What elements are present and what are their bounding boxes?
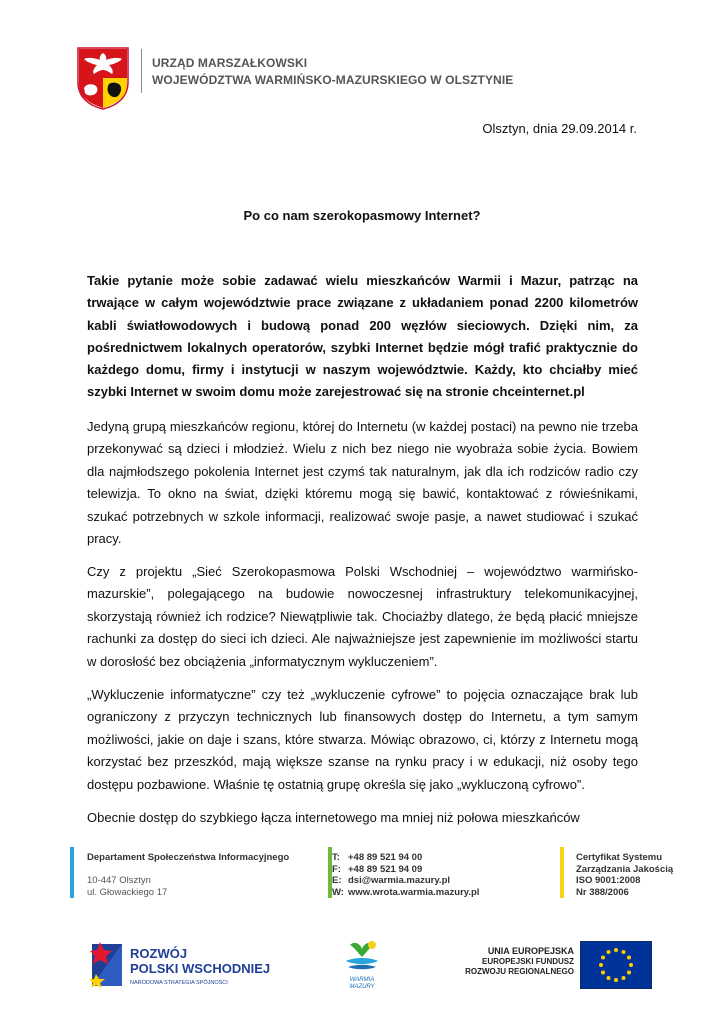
body-paragraph-1: Jedyną grupą mieszkańców regionu, której do Internetu (w każdej postaci) na pewno nie trzeba przekonywać są dzieci i młodzież. Wielu z nich bez niego nie wyobraża sobie życia. Bowiem dla najmłodszego pokolenia Internet jest czymś tak naturalnym, jak dla ich rodziców radio czy telewizja. To okno na świat, dzięki któremu mogą się bawić, kontaktować z rówieśnikami, szukać potrzebnych w szkole informacji, realizować swoje pasje, a nawet studiować i szukać pracy. (87, 419, 638, 547)
footer-phone (332, 852, 479, 864)
cert-line4: Nr 388/2006 (576, 886, 629, 898)
eu-flag-icon (580, 941, 652, 989)
body-paragraph-4: Obecnie dostęp do szybkiego łącza internetowego ma mniej niż połowa mieszkańców (87, 810, 580, 825)
cert-line3: ISO 9001:2008 (576, 875, 641, 886)
eu-fund-caption (464, 946, 574, 978)
lead-paragraph: Takie pytanie może sobie zadawać wielu mieszkańców Warmii i Mazur, patrząc na trwające w całym województwie prace związane z układaniem ponad 2200 kilometrów kabli światłowodowych i budową ponad 200 węzłów sieciowych. Dzięki nim, za pośrednictwem lokalnych operatorów, szybki Internet będzie mógł trafić praktycznie do każdego domu, firmy i instytucji w naszym województwie. Każdy, kto chciałby mieć szybki Internet w swoim domu może zarejestrować się na stronie chceinternet.pl (87, 273, 638, 400)
wm-line1: WARMIA (349, 977, 375, 983)
footer-web (332, 887, 479, 899)
rpw-line1: ROZWÓJ (130, 946, 188, 961)
footer-accent-bar-blue (70, 847, 74, 898)
footer-accent-bar-yellow (560, 847, 564, 898)
footer-fax (332, 864, 479, 876)
footer-phone-label: T: (332, 852, 340, 863)
rozwoj-polski-wschodniej-logo (90, 938, 275, 990)
footer-web-link[interactable]: www.wrota.warmia.mazury.pl (348, 886, 480, 898)
footer-email-label: E: (332, 875, 342, 886)
footer-email-link[interactable]: dsi@warmia.mazury.pl (348, 875, 451, 886)
rpw-line2: POLSKI WSCHODNIEJ (130, 961, 271, 976)
org-name-line1: URZĄD MARSZAŁKOWSKI (152, 56, 308, 70)
body-paragraph-2: Czy z projektu „Sieć Szerokopasmowa Polski Wschodniej – województwo warmińsko-mazurskie”, polegającego na budowie nowoczesnej infrastruktury telekomunikacyjnej, skorzystają również ich rodzice? Niewątpliwie tak. Chociażby dlatego, że będą płacić mniejsze rachunki za dostęp do sieci ich dzieci. Ale najważniejsze jest zapewnienie im możliwości startu w dorosłość bez obciążenia „informatycznym wykluczeniem”. (87, 564, 638, 669)
rpw-line3: NARODOWA STRATEGIA SPÓJNOŚCI (130, 980, 228, 986)
footer-fax-label: F: (332, 863, 341, 875)
cert-line2: Zarządzania Jakością (576, 863, 674, 875)
footer-address-line1: 10-447 Olsztyn (87, 875, 151, 886)
footer-address (87, 875, 167, 898)
footer-certificate (576, 852, 673, 898)
footer-fax-value: +48 89 521 94 09 (348, 863, 423, 875)
document-title: Po co nam szerokopasmowy Internet? (243, 208, 481, 223)
cert-line1: Certyfikat Systemu (576, 852, 663, 863)
footer-phone-value: +48 89 521 94 00 (348, 852, 423, 863)
footer-address-line2: ul. Głowackiego 17 (87, 886, 168, 898)
body-paragraph-3: „Wykluczenie informatyczne” czy też „wykluczenie cyfrowe” to pojęcia oznaczające brak lub ograniczony z przyczyn technicznych lub finansowych dostęp do Internetu, a tym samym możliwości, jakie on daje i szans, które stwarza. Mówiąc obrazowo, ci, którzy z Internetu mogą korzystać bez przeszkód, mają większe szanse na rynku pracy i w edukacji, niż osoby tego dostępu pozbawione. Właśnie tę ostatnią grupę określa się jako „wykluczoną cyfrowo”. (87, 687, 638, 792)
coat-of-arms-icon (76, 46, 130, 110)
footer-email (332, 875, 479, 887)
warmia-mazury-logo (342, 937, 382, 992)
eu-line2: EUROPEJSKI FUNDUSZ (481, 956, 574, 966)
header-divider (141, 49, 142, 93)
org-name-line2: WOJEWÓDZTWA WARMIŃSKO-MAZURSKIEGO W OLSZTYNIE (152, 73, 514, 87)
footer-department: Departament Społeczeństwa Informacyjnego (87, 852, 290, 863)
document-date: Olsztyn, dnia 29.09.2014 r. (482, 121, 637, 136)
eu-line1: UNIA EUROPEJSKA (487, 946, 574, 956)
footer-contact (332, 852, 479, 898)
eu-line3: ROZWOJU REGIONALNEGO (465, 967, 574, 976)
wm-line2: MAZURY (349, 984, 375, 990)
footer-web-label: W: (332, 886, 344, 898)
